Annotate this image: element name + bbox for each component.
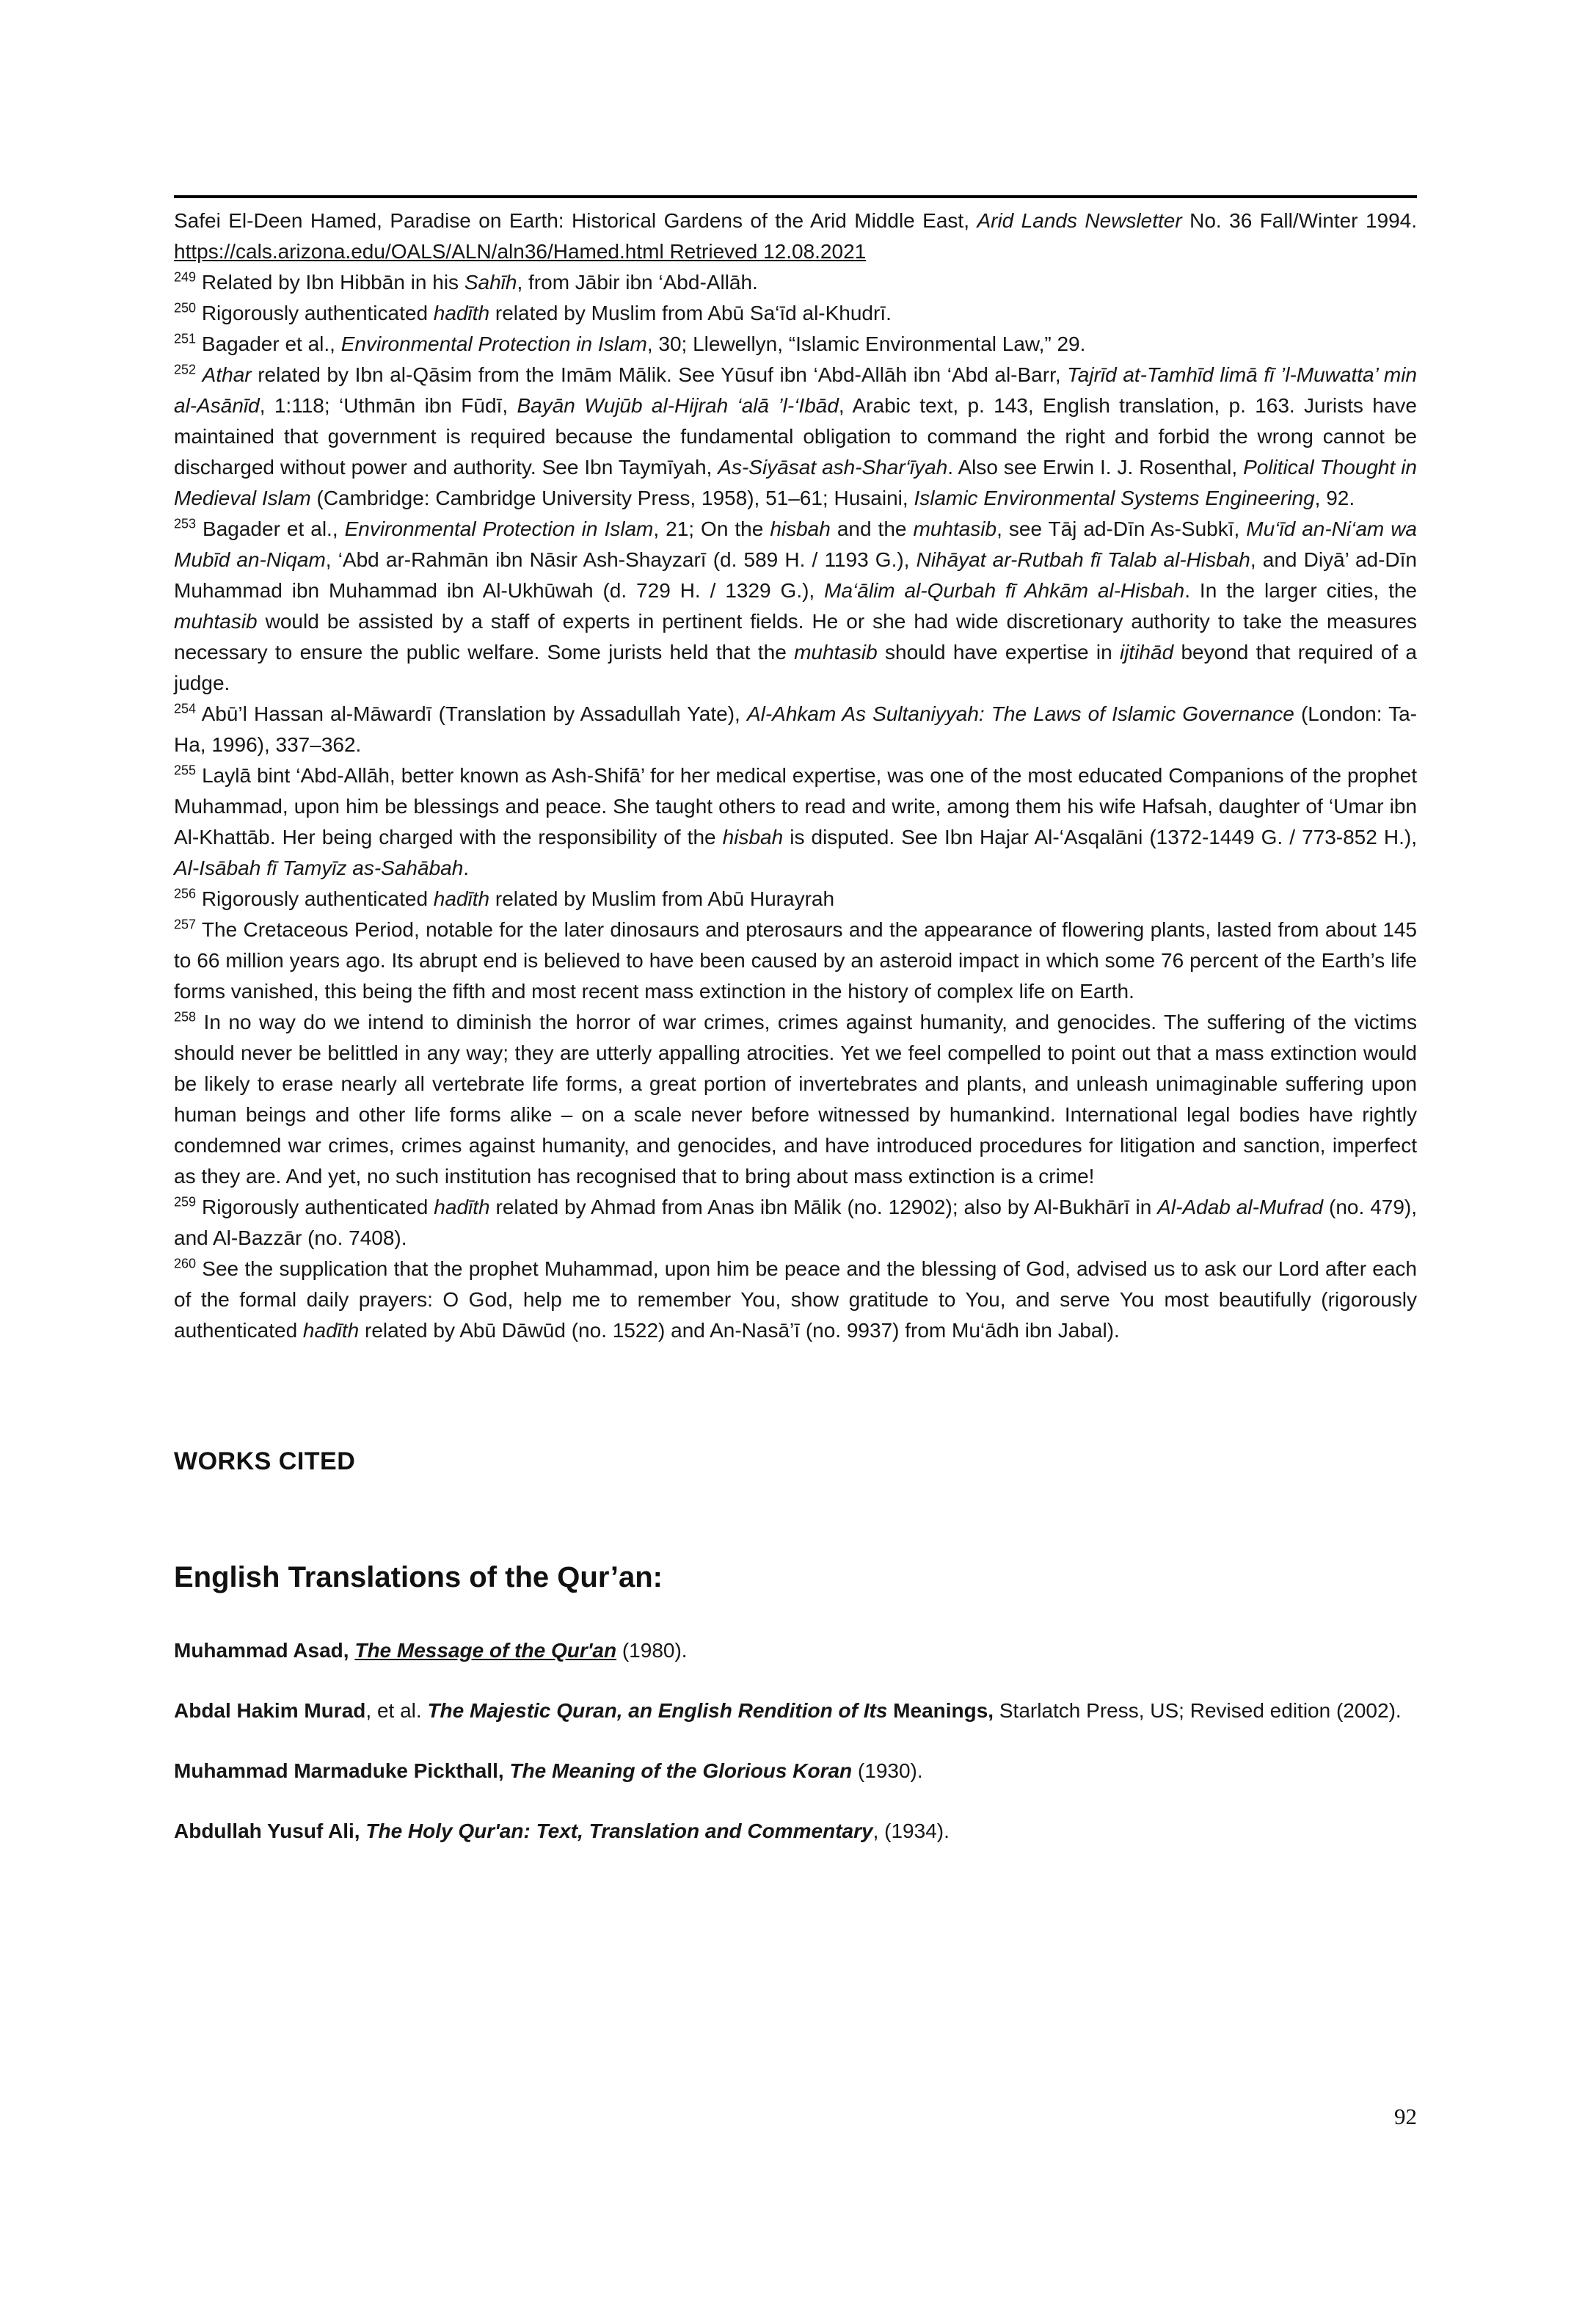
text-run: muhtasib xyxy=(913,517,997,540)
text-run: Bayān Wujūb al-Hijrah ‘alā ’l-‘Ibād xyxy=(517,394,839,417)
footnote xyxy=(174,206,1417,267)
footnote xyxy=(174,915,1417,1007)
text-run: Rigorously authenticated xyxy=(196,887,434,910)
text-run: muhtasib xyxy=(174,610,258,633)
text-run: Meanings, xyxy=(887,1699,994,1722)
footnote-number: 259 xyxy=(174,1194,197,1210)
bibliography-entry xyxy=(174,1695,1417,1726)
text-run: Abdullah Yusuf Ali, xyxy=(174,1820,366,1842)
text-run: . In the larger cities, the xyxy=(1184,579,1417,602)
text-run: , 21; On the xyxy=(653,517,770,540)
text-run: Safei El-Deen Hamed, Paradise on Earth: Historical Gardens of the Arid Middle East, xyxy=(174,209,977,232)
text-run: Islamic Environmental Systems Engineering xyxy=(914,487,1315,509)
text-run: Muhammad Marmaduke Pickthall, xyxy=(174,1759,510,1782)
text-run: Muhammad Asad, xyxy=(174,1639,355,1662)
footnote-number: 251 xyxy=(174,331,197,346)
footnote-separator-rule xyxy=(174,195,1417,198)
text-run: hadīth xyxy=(433,887,490,910)
footnote xyxy=(174,1007,1417,1192)
text-run: Athar xyxy=(202,363,252,386)
page-content xyxy=(174,195,1417,1847)
footnote xyxy=(174,267,1417,298)
text-run: hisbah xyxy=(770,517,831,540)
text-run: Starlatch Press, US; Revised edition (2002). xyxy=(994,1699,1402,1722)
text-run: Abū’l Hassan al-Māwardī (Translation by Assadullah Yate), xyxy=(196,702,747,725)
footnote-number: 253 xyxy=(174,516,197,531)
text-run: would be assisted by a staff of experts in pertinent fields. He or she had wide discretionary authority to take the measures necessary to ensure the public welfare. Some jurists held that the xyxy=(174,610,1417,664)
text-run: Rigorously authenticated xyxy=(196,1196,434,1218)
text-run: related by Abū Dāwūd (no. 1522) and An-Nasā’ī (no. 9937) from Mu‘ādh ibn Jabal). xyxy=(359,1319,1120,1342)
footnote xyxy=(174,514,1417,699)
text-run: See the supplication that the prophet Muhammad, upon him be peace and the blessing of God, advised us to ask our Lord after each of the formal daily prayers: O God, help me to remember You, show gratitude to You, and serve You most beautifully (rigorously authenticated xyxy=(174,1257,1417,1342)
footnote-number: 255 xyxy=(174,763,197,778)
text-run: , 92. xyxy=(1314,487,1355,509)
text-run: ijtihād xyxy=(1119,641,1174,664)
text-run: hadīth xyxy=(302,1319,360,1342)
text-run: Rigorously authenticated xyxy=(196,302,434,324)
text-run xyxy=(196,363,203,386)
works-cited-heading: WORKS CITED xyxy=(174,1447,356,1475)
text-run: , Arabic text, p. 143, English translation, p. 163. Jurists have maintained that government is required because the fundamental obligation to command the right and forbid the wrong cannot be discharged without power and authority. See Ibn Taymīyah, xyxy=(174,394,1417,479)
text-run: related by Muslim from Abū Sa‘īd al-Khudrī. xyxy=(489,302,892,324)
text-run: is disputed. See Ibn Hajar Al-‘Asqalāni (1372-1449 G. / 773-852 H.), xyxy=(783,826,1417,848)
text-run: Al-Ahkam As Sultaniyyah: The Laws of Islamic Governance xyxy=(746,702,1294,725)
text-run: The Message of the Qur'an xyxy=(354,1639,617,1662)
bibliography-entry xyxy=(174,1635,1417,1666)
text-run: Abdal Hakim Murad xyxy=(174,1699,366,1722)
text-run: Political Thought in Medieval Islam xyxy=(174,456,1418,509)
text-run: , from Jābir ibn ‘Abd-Allāh. xyxy=(517,271,758,294)
bibliography-entry xyxy=(174,1756,1417,1786)
footnote-number: 252 xyxy=(174,362,197,377)
text-run: muhtasib xyxy=(794,641,878,664)
text-run: (Cambridge: Cambridge University Press, 1958), 51–61; Husaini, xyxy=(310,487,914,509)
footnote-number: 260 xyxy=(174,1256,197,1271)
hyperlink[interactable]: https://cals.arizona.edu/OALS/ALN/aln36/Hamed.html Retrieved 12.08.2021 xyxy=(174,240,867,263)
page-number: 92 xyxy=(1394,2104,1417,2129)
text-run: , et al. xyxy=(365,1699,428,1722)
footnote-number: 258 xyxy=(174,1009,197,1025)
section-heading-english-translations: English Translations of the Qur’an: xyxy=(174,1561,663,1593)
footnote-number: 257 xyxy=(174,917,197,932)
text-run: (1980). xyxy=(616,1639,688,1662)
text-run: Al-Isābah fī Tamyīz as-Sahābah xyxy=(174,857,464,879)
text-run: The Meaning of the Glorious Koran xyxy=(509,1759,853,1782)
text-run: , ‘Abd ar-Rahmān ibn Nāsir Ash-Shayzarī (d. 589 H. / 1193 G.), xyxy=(325,548,917,571)
text-run: , (1934). xyxy=(872,1820,950,1842)
text-run: (1930). xyxy=(852,1759,923,1782)
bibliography-entry xyxy=(174,1816,1417,1847)
footnote xyxy=(174,699,1417,760)
text-run: Al-Adab al-Mufrad xyxy=(1157,1196,1324,1218)
footnote xyxy=(174,1254,1417,1346)
text-run: Environmental Protection in Islam xyxy=(340,332,647,355)
text-run: The Cretaceous Period, notable for the later dinosaurs and pterosaurs and the appearance of flowering plants, lasted from about 145 to 66 million years ago. Its abrupt end is believed to have been caused by an asteroid impact in which some 76 percent of the Earth’s life forms vanished, this being the fifth and most recent mass extinction in the history of complex life on Earth. xyxy=(174,918,1417,1003)
text-run: hadīth xyxy=(434,1196,490,1218)
text-run: Mu‘īd an-Ni‘am wa Mubīd an-Niqam xyxy=(174,517,1418,571)
footnote xyxy=(174,760,1417,884)
text-run: Arid Lands Newsletter xyxy=(977,209,1182,232)
text-run: Bagader et al., xyxy=(196,332,341,355)
text-run: should have expertise in xyxy=(877,641,1120,664)
text-run: Ma‘ālim al-Qurbah fī Ahkām al-Hisbah xyxy=(824,579,1185,602)
text-run: , 30; Llewellyn, “Islamic Environmental Law,” 29. xyxy=(646,332,1086,355)
text-run: (no. 479), and Al-Bazzār (no. 7408). xyxy=(174,1196,1418,1249)
footnote xyxy=(174,1192,1417,1254)
text-run: related by Muslim from Abū Hurayrah xyxy=(489,887,835,910)
text-run: . Also see Erwin I. J. Rosenthal, xyxy=(947,456,1244,479)
text-run: The Majestic Quran, an English Rendition of Its xyxy=(427,1699,888,1722)
footnote-number: 256 xyxy=(174,886,197,901)
footnote xyxy=(174,884,1417,915)
text-run: , 1:118; ‘Uthmān ibn Fūdī, xyxy=(259,394,517,417)
text-run: As-Siyāsat ash-Shar‘īyah xyxy=(718,456,948,479)
text-run: Laylā bint ‘Abd-Allāh, better known as Ash-Shifā’ for her medical expertise, was one of the most educated Companions of the prophet Muhammad, upon him be blessings and peace. She taught others to read and write, among them his wife Hafsah, daughter of ‘Umar ibn Al-Khattāb. Her being charged with the responsibility of the xyxy=(174,764,1417,848)
text-run: related by Ahmad from Anas ibn Mālik (no. 12902); also by Al-Bukhārī in xyxy=(489,1196,1158,1218)
footnote-number: 249 xyxy=(174,269,197,285)
text-run: Bagader et al., xyxy=(196,517,345,540)
text-run: , see Tāj ad-Dīn As-Subkī, xyxy=(996,517,1247,540)
footnote xyxy=(174,298,1417,329)
text-run: and the xyxy=(830,517,914,540)
text-run: , and Diyā’ ad-Dīn Muhammad ibn Muhammad ibn Al-Ukhūwah (d. 729 H. / 1329 G.), xyxy=(174,548,1417,602)
text-run: The Holy Qur'an: Text, Translation and Commentary xyxy=(365,1820,873,1842)
text-run: related by Ibn al-Qāsim from the Imām Mālik. See Yūsuf ibn ‘Abd-Allāh ibn ‘Abd al-Barr, xyxy=(251,363,1068,386)
text-run: In no way do we intend to diminish the horror of war crimes, crimes against humanity, and genocides. The suffering of the victims should never be belittled in any way; they are utterly appalling atrocities. Yet we feel compelled to point out that a mass extinction would be likely to erase nearly all vertebrate life forms, a great portion of invertebrates and plants, and unleash unimaginable suffering upon human beings and other life forms alike – on a scale never before witnessed by humankind. International legal bodies have rightly condemned war crimes, crimes against humanity, and genocides, and have introduced procedures for litigation and sanction, imperfect as they are. And yet, no such institution has recognised that to bring about mass extinction is a crime! xyxy=(174,1011,1417,1188)
text-run: beyond that required of a judge. xyxy=(174,641,1417,694)
text-run: No. 36 Fall/Winter 1994. xyxy=(1181,209,1418,232)
text-run: Environmental Protection in Islam xyxy=(344,517,654,540)
text-run: Tajrīd at-Tamhīd limā fī ’l-Muwatta’ min al-Asānīd xyxy=(174,363,1417,417)
text-run: Related by Ibn Hibbān in his xyxy=(196,271,464,294)
footnote-number: 254 xyxy=(174,701,197,716)
text-run: . xyxy=(463,857,470,879)
text-run: hadīth xyxy=(433,302,490,324)
text-run: Nihāyat ar-Rutbah fī Talab al-Hisbah xyxy=(916,548,1250,571)
footnote xyxy=(174,329,1417,360)
text-run: (London: Ta-Ha, 1996), 337–362. xyxy=(174,702,1417,756)
bibliography-list xyxy=(174,1635,1417,1847)
text-run: hisbah xyxy=(722,826,784,848)
text-run: Sahīh xyxy=(464,271,517,294)
footnote xyxy=(174,360,1417,514)
footnote-number: 250 xyxy=(174,300,197,316)
footnotes-section xyxy=(174,206,1417,1346)
